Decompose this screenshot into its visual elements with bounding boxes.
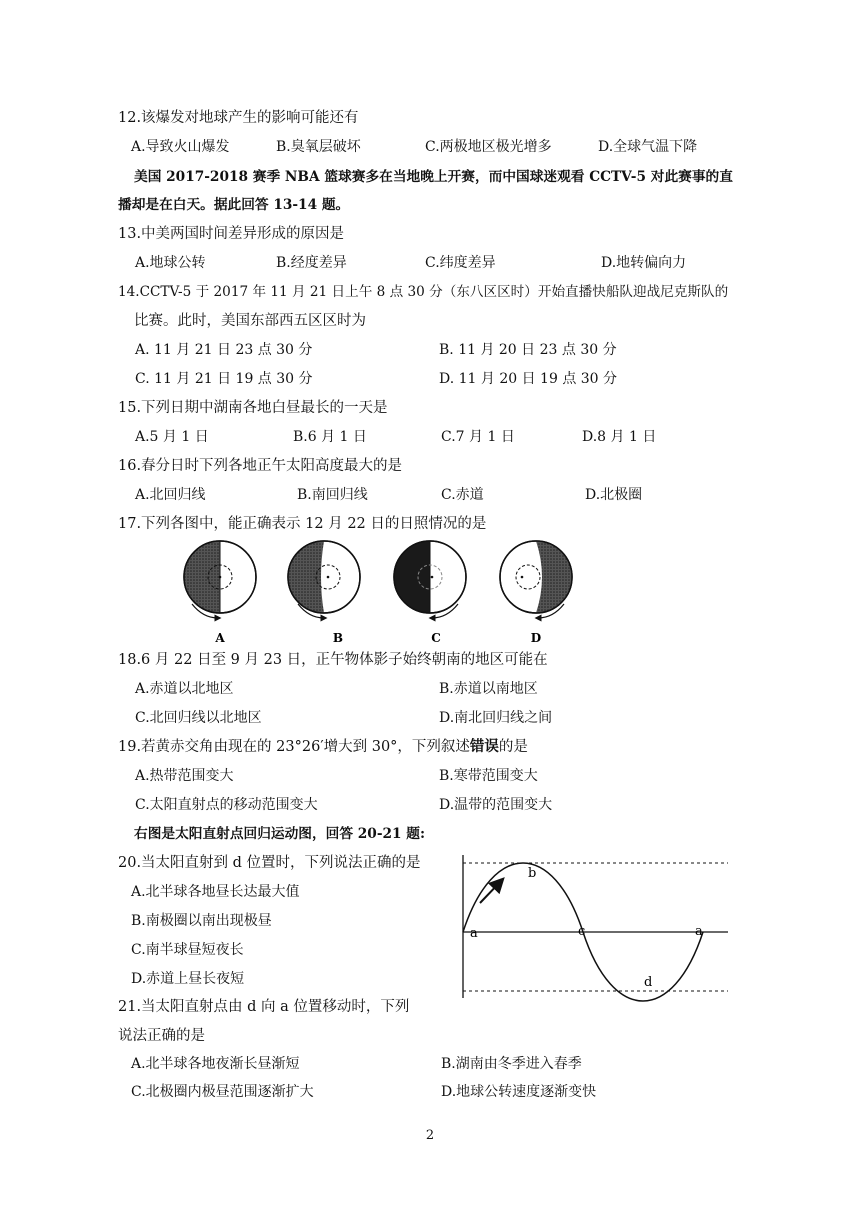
q12-option-a: A.导致火山爆发 bbox=[131, 139, 230, 155]
q12-stem: 12.该爆发对地球产生的影响可能还有 bbox=[118, 110, 359, 126]
globe-label-a: A bbox=[215, 631, 225, 645]
q21-option-d: D.地球公转速度逐渐变快 bbox=[441, 1084, 597, 1100]
q18-option-d: D.南北回归线之间 bbox=[439, 710, 553, 726]
q12-option-d: D.全球气温下降 bbox=[598, 139, 698, 155]
q19-stem-before: 19.若黄赤交角由现在的 23°26′增大到 30°，下列叙述 bbox=[118, 739, 470, 755]
q19-option-c: C.太阳直射点的移动范围变大 bbox=[135, 797, 318, 813]
q20-stem: 20.当太阳直射到 d 位置时，下列说法正确的是 bbox=[118, 855, 421, 871]
q19-stem bbox=[118, 737, 528, 757]
q21-option-a: A.北半球各地夜渐长昼渐短 bbox=[131, 1056, 300, 1072]
q17-stem: 17.下列各图中，能正确表示 12 月 22 日的日照情况的是 bbox=[118, 516, 487, 532]
q14-option-a: A. 11 月 21 日 23 点 30 分 bbox=[135, 342, 313, 358]
globe-label-c: C bbox=[431, 631, 441, 645]
label-a-start: a bbox=[470, 926, 478, 941]
q13-option-c: C.纬度差异 bbox=[425, 255, 496, 271]
label-d: d bbox=[644, 975, 653, 990]
intro-20-21: 右图是太阳直射点回归运动图，回答 20-21 题: bbox=[134, 826, 426, 842]
q16-stem: 16.春分日时下列各地正午太阳高度最大的是 bbox=[118, 458, 403, 474]
q15-stem: 15.下列日期中湖南各地白昼最长的一天是 bbox=[118, 400, 388, 416]
globe-label-b: B bbox=[332, 631, 344, 645]
q18-option-c: C.北回归线以北地区 bbox=[135, 710, 262, 726]
q21-stem-line1: 21.当太阳直射点由 d 向 a 位置移动时，下列 bbox=[118, 999, 410, 1015]
q13-option-a: A.地球公转 bbox=[135, 255, 206, 271]
globe-a bbox=[184, 541, 256, 618]
label-a-end: a bbox=[695, 924, 703, 939]
label-c: c bbox=[578, 924, 586, 939]
globe-d bbox=[500, 541, 572, 618]
q16-option-d: D.北极圈 bbox=[585, 487, 643, 503]
q12-option-b: B.臭氧层破坏 bbox=[276, 139, 361, 155]
intro-13-14-line1: 美国 2017-2018 赛季 NBA 篮球赛多在当地晚上开赛，而中国球迷观看 CCTV-5 对此赛事的直 bbox=[134, 169, 733, 185]
q15-option-a: A.5 月 1 日 bbox=[135, 429, 209, 445]
q19-option-d: D.温带的范围变大 bbox=[439, 797, 553, 813]
globe-label-d: D bbox=[530, 631, 542, 645]
q14-stem-line2: 比赛。此时，美国东部西五区区时为 bbox=[134, 313, 366, 329]
q13-stem: 13.中美两国时间差异形成的原因是 bbox=[118, 226, 345, 242]
q16-option-c: C.赤道 bbox=[441, 487, 484, 503]
q19-option-a: A.热带范围变大 bbox=[135, 768, 234, 784]
globe-b bbox=[288, 541, 360, 618]
q16-option-b: B.南回归线 bbox=[297, 487, 368, 503]
globe-c bbox=[394, 541, 466, 618]
q14-stem-line1: 14.CCTV-5 于 2017 年 11 月 21 日上午 8 点 30 分（东八区区时）开始直播快船队迎战尼克斯队的 bbox=[118, 284, 729, 300]
q14-option-b: B. 11 月 20 日 23 点 30 分 bbox=[439, 342, 617, 358]
q21-option-c: C.北极圈内极昼范围逐渐扩大 bbox=[131, 1084, 314, 1100]
intro-13-14-line2: 播却是在白天。据此回答 13-14 题。 bbox=[118, 197, 350, 213]
q19-stem-bold: 错误 bbox=[469, 738, 499, 755]
q19-option-b: B.寒带范围变大 bbox=[439, 768, 538, 784]
sun-migration-figure bbox=[458, 855, 738, 1005]
q20-option-a: A.北半球各地昼长达最大值 bbox=[131, 884, 300, 900]
q17-figure bbox=[178, 540, 588, 650]
q14-option-c: C. 11 月 21 日 19 点 30 分 bbox=[135, 371, 313, 387]
q18-stem: 18.6 月 22 日至 9 月 23 日，正午物体影子始终朝南的地区可能在 bbox=[118, 652, 548, 668]
q13-option-b: B.经度差异 bbox=[276, 255, 347, 271]
q18-option-a: A.赤道以北地区 bbox=[135, 681, 234, 697]
direction-arrow bbox=[480, 880, 502, 903]
q12-option-c: C.两极地区极光增多 bbox=[425, 139, 552, 155]
q16-option-a: A.北回归线 bbox=[135, 487, 206, 503]
q20-option-d: D.赤道上昼长夜短 bbox=[131, 971, 245, 987]
q14-option-d: D. 11 月 20 日 19 点 30 分 bbox=[439, 371, 618, 387]
q20-option-b: B.南极圈以南出现极昼 bbox=[131, 913, 272, 929]
page-number: 2 bbox=[425, 1128, 435, 1143]
q18-option-b: B.赤道以南地区 bbox=[439, 681, 538, 697]
q19-stem-after: 的是 bbox=[498, 739, 528, 755]
q15-option-d: D.8 月 1 日 bbox=[582, 429, 657, 445]
q21-option-b: B.湖南由冬季进入春季 bbox=[441, 1056, 582, 1072]
label-b: b bbox=[528, 866, 537, 881]
q21-stem-line2: 说法正确的是 bbox=[118, 1028, 205, 1044]
q20-option-c: C.南半球昼短夜长 bbox=[131, 942, 244, 958]
q15-option-c: C.7 月 1 日 bbox=[441, 429, 515, 445]
q13-option-d: D.地转偏向力 bbox=[601, 255, 687, 271]
q15-option-b: B.6 月 1 日 bbox=[293, 429, 367, 445]
